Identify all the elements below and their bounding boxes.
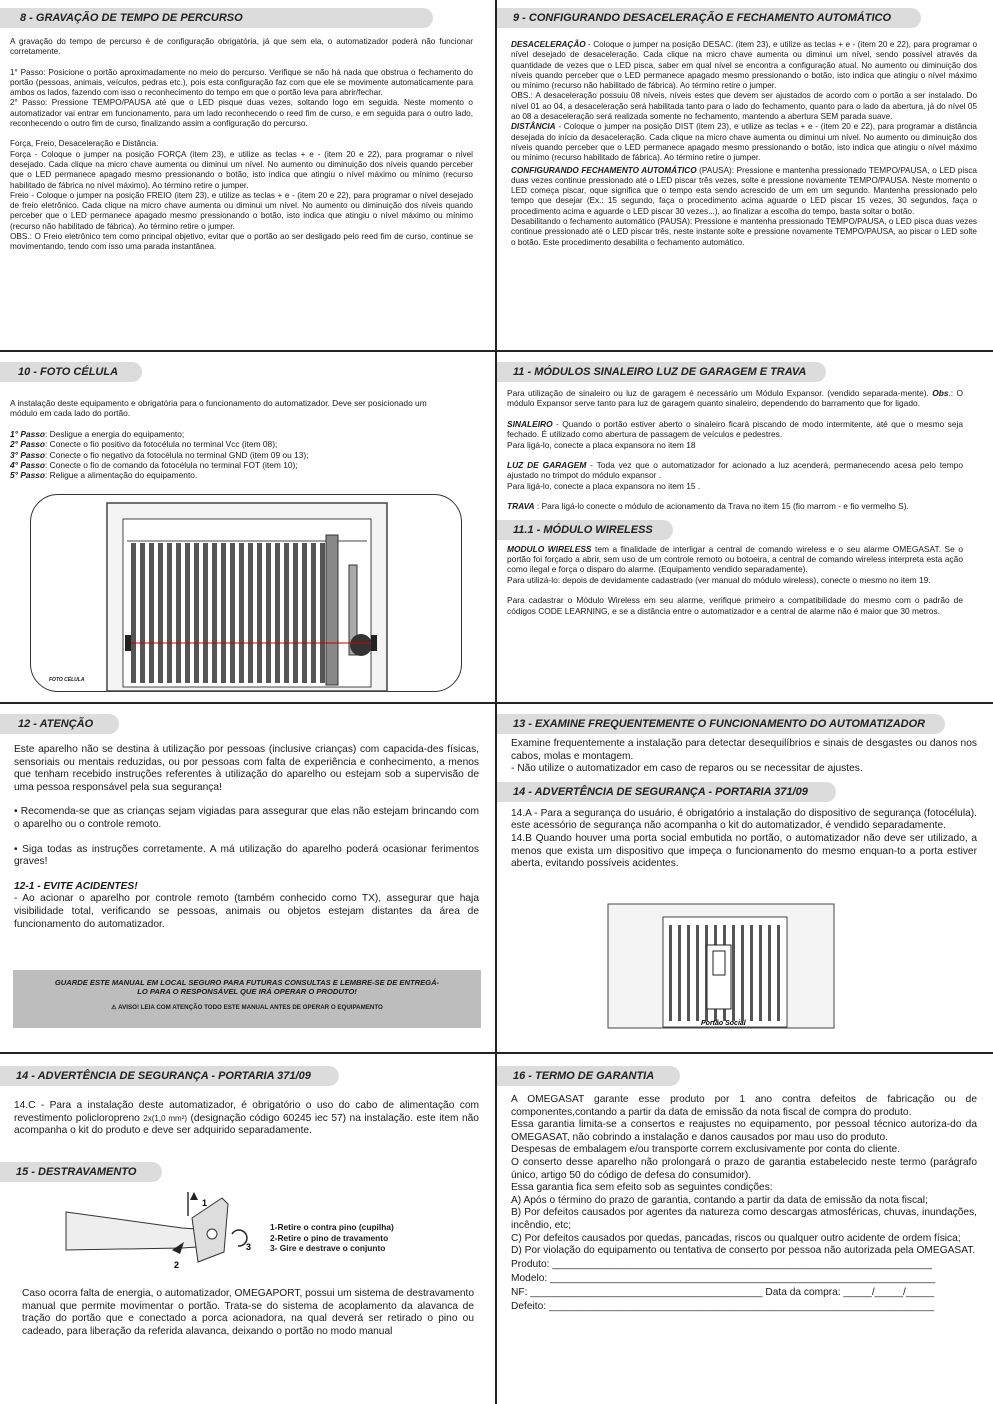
- text: - Toda vez que o automatizador for acionado a luz acenderá, permanecendo acesa pelo tempo ajustado no trimpot do módulo expansor .: [507, 460, 963, 481]
- paragraph: D) Por violação do equipamento ou tentativa de conserto por pessoa não autorizada pela OMEGASAT.: [511, 1245, 976, 1257]
- section-9-title: 9 - CONFIGURANDO DESACELERAÇÃO E FECHAMENTO AUTOMÁTICO: [497, 8, 921, 28]
- paragraph: [507, 388, 963, 409]
- paragraph: - Ao acionar o aparelho por controle remoto (também conhecido como TX), assegurar que haja visibilidade total, verificando se pessoas, animais ou objetos estejam distantes da área de funcionamento do automatizador.: [14, 893, 479, 930]
- paragraph: [511, 122, 977, 163]
- paragraph: [511, 166, 977, 217]
- section-10-title: 10 - FOTO CÉLULA: [0, 362, 142, 382]
- figure-label: Portão Social: [701, 1020, 746, 1027]
- paragraph: • Recomenda-se que as crianças sejam vigiadas para assegurar que elas não estejam brincando com o aparelho ou o controle remoto.: [14, 806, 479, 830]
- paragraph: 14.B Quando houver uma porta social embutida no portão, o automatizador não deve ser utilizado, a menos que exista um dispositivo que impeça o funcionamento do mesmo enquan-to a porta estiver aberta, evitando possíveis acidentes.: [511, 832, 977, 870]
- paragraph: Desabilitando o fechamento automático (PAUSA): Pressione e mantenha pressionado TEMPO/PAUSA, o LED pisca duas vezes continue pressionado até o LED piscar três, neste instante solte e pressione novamente TEMPO/PAUSA, ao piscar o LED solte o botão. Este procedimento desabilita o fechamento automático.: [511, 217, 977, 247]
- unlock-step: 2-Retire o pino de travamento: [270, 1232, 389, 1243]
- step-marker-2: 2: [174, 1260, 180, 1270]
- text: - Quando o portão estiver aberto o sinaleiro ficará piscando de modo intermitente, até que o mesmo seja fechado. É utilizado como abertura de passagem de veículos e pedestres.: [507, 418, 963, 440]
- text: - Coloque o jumper na posição DIST (item 23), e utilize as teclas + e - (item 20 e 22), para programar a distância desejada do início da desaceleração. Cada clique na micro chave aumenta ou diminui um nível. No aumento ou diminuição dos níveis quando perceber que o LED permanece apagado mesmo pressionando o botão, isto indica que atingiu o nível máximo ou mínimo (recurso habilitado de fábrica). Ao término retire o jumper.: [511, 122, 977, 163]
- paragraph: Força, Freio, Desaceleração e Distância.: [10, 139, 159, 149]
- step-text: : Conecte o fio positivo da fotocélula no terminal Vcc (item 08);: [45, 439, 278, 450]
- step-marker-1: 1: [202, 1198, 208, 1208]
- paragraph: Essa garantia limita-se a consertos e reajustes no equipamento, por pessoal técnico autoriza-do da OMEGASAT, não cobrindo a instalação e danos causados por mau uso do produto.: [511, 1119, 977, 1143]
- section-13-title: 13 - EXAMINE FREQUENTEMENTE O FUNCIONAMENTO DO AUTOMATIZADOR: [497, 714, 945, 734]
- text: (designação código 60245 iec 57) na instalação. este item não acompanha o kit do produto e deve ser adquirido separadamente.: [14, 1112, 479, 1137]
- step-item: [10, 450, 433, 460]
- term: MODULO WIRELESS: [507, 543, 592, 554]
- term: CONFIGURANDO FECHAMENTO AUTOMÁTICO: [511, 165, 697, 175]
- step-item: [10, 439, 433, 449]
- text: : Para ligá-lo conecte o módulo de acionamento da Trava no item 15 (fio marrom - e fio vermelho S).: [534, 501, 909, 512]
- step-text: : Religue a alimentação do equipamento.: [45, 470, 198, 481]
- unlock-step: 3- Gire e destrave o conjunto: [270, 1243, 386, 1253]
- warranty-form: [511, 1258, 977, 1314]
- step-item: [10, 470, 433, 480]
- paragraph: [507, 544, 963, 575]
- text: (PAUSA): Pressione e mantenha pressionado TEMPO/PAUSA, o LED pisca duas vezes continue pressionado até o LED piscar três vezes, solte e pressione novamente TEMPO/PAUSA. Neste momento o LED começa piscar, oque significa que o tempo esta sendo acrescido de um em um segundo. Mantenha pressionado pelo tempo que desejar (Ex.: 15 segundo, faça o procedimento acima aguarde o LED piscar 15 vezes, 30 segundos, faça o procedimento acima e aguarde o LED piscar 30 vezes...), ao finalizar a escolha do tempo, basta soltar o botão.: [511, 165, 977, 216]
- step-label: 4° Passo: [10, 460, 46, 471]
- text: tem a finalidade de interligar a central de comando wireless e o seu alarme OMEGASAT. Se o portão foi forçado a abrir, sem uso de um controle remoto ou botoeira, a central de comando wireless interpreta esta ação como ilegal e força o disparo do alarme. (Equipamento vendido separadamente).: [507, 543, 963, 575]
- paragraph: [507, 419, 963, 440]
- section-8-title: 8 - GRAVAÇÃO DE TEMPO DE PERCURSO: [0, 8, 433, 28]
- text: - Coloque o jumper na posição DESAC. (item 23), e utilize as teclas + e - (item 20 e 22), para programar o nível desejado de desaceleração. Cada clique na micro chave aumenta ou diminui um nível, sendo possível através da quantidade de vezes que o LED pisca, saber em qual nível se encontra a configuração atual. No aumento ou diminuição dos níveis quando perceber que o LED permanece apagado mesmo pressionando o botão, isto indica que atingiu o nível máximo ou mínimo (recurso não habilitado de fábrica). Ao término retire o jumper.: [511, 40, 977, 91]
- section-15-title: 15 - DESTRAVAMENTO: [0, 1162, 162, 1182]
- paragraph: OBS.: A desaceleração possuiu 08 níveis, níveis estes que devem ser ajustados de acordo com o portão a ser instalado. Do nível 01 ao 04, a desaceleração será habilitada tanto para o lado do fechamento, quanto para o lado da abertura, já do nível 05 ao 08 a desaceleração será realizada somente no fechamento, mantendo a abertura SEM parada suave.: [511, 91, 977, 122]
- paragraph: 2° Passo: Pressione TEMPO/PAUSA até que o LED pisque duas vezes, soltando logo em seguida. Neste momento o automatizador vai entrar em funcionamento, para um lado reconhecendo o reed fim de curso, e em seguida para o outro lado, reconhecendo o outro fim de curso, finalizando assim a configuração do percurso.: [10, 98, 473, 129]
- paragraph: Força - Coloque o jumper na posição FORÇA (item 23), e utilize as teclas + e - (item 20 e 22), para programar o nível desejado. Cada clique na micro chave aumenta ou diminui um nível. No aumento ou diminuição dos níveis quando perceber que o LED permanece apagado mesmo pressionando o botão, isto indica que atingiu o nível máximo ou mínimo (recurso habilitado de fábrica no nível máximo). Ao término retire o jumper.: [10, 149, 473, 190]
- paragraph: - Não utilize o automatizador em caso de reparos ou se necessitar de ajustes.: [511, 763, 863, 775]
- figure-label: FOTO CÉLULA: [49, 677, 85, 683]
- paragraph: Para utilizá-lo: depois de devidamente cadastrado (ver manual do módulo wireless), conecte o mesmo no item 19.: [507, 574, 931, 585]
- paragraph: C) Por defeitos causados por quedas, pancadas, riscos ou qualquer outro acidente de ordem física;: [511, 1232, 961, 1244]
- term: SINALEIRO: [507, 418, 553, 429]
- paragraph: [507, 501, 963, 511]
- term: DESACELERAÇÃO: [511, 40, 586, 49]
- paragraph: Este aparelho não se destina à utilização por pessoas (inclusive crianças) com capacida-des físicas, sensoriais ou mentais reduzidas, ou por pessoas com falta de experiência e conhecimento, a menos que tenham recebido instruções referentes à utilização do aparelho ou estejam sob a supervisão de uma pessoa responsável pela sua segurança!: [14, 744, 479, 793]
- paragraph: [511, 40, 977, 91]
- unlock-step: 1-Retire o contra pino (cupilha): [270, 1222, 394, 1232]
- paragraph: Para ligá-lo, conecte a placa expansora no item 15 .: [507, 480, 701, 491]
- section-16: [497, 1054, 993, 1404]
- warning-notice: [13, 1004, 481, 1011]
- step-text: : Desligue a energia do equipamento;: [45, 428, 185, 439]
- paragraph: B) Por defeitos causados por agentes da natureza como descargas atmosféricas, chuvas, inundações, incêndio, etc;: [511, 1207, 977, 1231]
- section-14c-title: 14 - ADVERTÊNCIA DE SEGURANÇA - PORTARIA 371/09: [0, 1066, 339, 1086]
- paragraph: [14, 1100, 479, 1138]
- unlock-steps: [270, 1222, 394, 1254]
- step-text: : Conecte o fio de comando da fotocélula no terminal FOT (item 10);: [45, 460, 298, 471]
- section-14c: [0, 1054, 493, 1154]
- paragraph: OBS.: O Freio eletrônico tem como principal objetivo, evitar que o portão ao ser desligado pelo reed fim de curso, continue se movimentando, tendo com isso uma parada instantânea.: [10, 232, 473, 252]
- paragraph: Caso ocorra falta de energia, o automatizador, OMEGAPORT, possui um sistema de destravamento manual que permite movimentar o portão. Trata-se do sistema de acoplamento da alavanca de tração do portão que e conectado a porca acionadora, na qual deverá ser retirado o pino ou cadeado, para liberação da referida alavanca, deixando o portão no modo manual: [22, 1288, 474, 1337]
- cable-spec: 2x(1,0 mm²): [143, 1113, 188, 1123]
- social-gate-figure: [607, 903, 835, 1029]
- section-16-title: 16 - TERMO DE GARANTIA: [497, 1066, 680, 1086]
- paragraph: Freio - Coloque o jumper na posição FREIO (item 23), e utilize as teclas + e - (item 20 e 22), para programar o nível desejado de freio eletrônico. Cada clique na micro chave aumenta ou diminui um nível. No aumento ou diminuição dos níveis quando perceber que o LED permanece apagado mesmo pressionando o botão, isto indica que atingiu o nível máximo ou mínimo (recurso não habilitado de fábrica). Ao término retire o jumper.: [10, 190, 473, 231]
- term: DISTÂNCIA: [511, 122, 556, 132]
- photocell-figure: [30, 494, 462, 692]
- paragraph: 1° Passo: Posicione o portão aproximadamente no meio do percurso. Verifique se não há nada que obstrua o fechamento do portão (pessoas, animais, veículos, pedras etc.), pois esta configuração faz com que ele se movimente automaticamente para ambos os lados, fazendo com isso o reconhecimento do tempo em que o portão leva para abrir/fechar.: [10, 67, 473, 98]
- step-item: [10, 460, 433, 470]
- term: TRAVA: [507, 501, 535, 512]
- section-14-title: 14 - ADVERTÊNCIA DE SEGURANÇA - PORTARIA 371/09: [497, 782, 836, 802]
- step-label: 2° Passo: [10, 439, 46, 450]
- product-field[interactable]: Produto: ___________________________________________________________________: [511, 1258, 932, 1270]
- section-9: [497, 0, 993, 350]
- steps-list: [10, 429, 433, 481]
- warning-icon: ⚠: [111, 1004, 119, 1011]
- section-12-title: 12 - ATENÇÃO: [0, 714, 119, 734]
- paragraph: A gravação do tempo de percurso é de configuração obrigatória, já que sem ela, o automatizador poderá não funcionar corretamente.: [10, 37, 473, 57]
- term: LUZ DE GARAGEM: [507, 460, 587, 471]
- defect-field[interactable]: Defeito: ____________________________________________________________________: [511, 1300, 935, 1312]
- step-label: 1° Passo: [10, 428, 46, 439]
- section-11-title: 11 - MÓDULOS SINALEIRO LUZ DE GARAGEM E TRAVA: [497, 362, 826, 382]
- paragraph: [507, 460, 963, 481]
- text: 14.C - Para a instalação deste automatizador, é obrigatório o uso do cabo de alimentação com revestimento policloropreno: [14, 1100, 479, 1124]
- paragraph: Para ligá-lo, conecte a placa expansora no item 18: [507, 439, 696, 450]
- paragraph: A instalação deste equipamento e obrigatória para o funcionamento do automatizador. Deve ser posicionado um módulo em cada lado do portão.: [10, 398, 427, 419]
- section-11: [497, 352, 993, 702]
- step-text: : Conecte o fio negativo da fotocélula no terminal GND (item 09 ou 13);: [45, 449, 309, 460]
- paragraph: • Siga todas as instruções corretamente. A má utilização do aparelho poderá ocasionar ferimentos graves!: [14, 843, 479, 868]
- paragraph: Para cadastrar o Módulo Wireless em seu alarme, verifique primeiro a compatibilidade do mesmo com o padrão de códigos CODE LEARNING, e se a distância entre o automatizador e a central de alarme não é maior que 30 metros.: [507, 595, 963, 616]
- paragraph: A OMEGASAT garante esse produto por 1 ano contra defeitos de fabricação ou de componentes,contando a partir da data de emissão da nota fiscal de compra do produto.: [511, 1094, 977, 1118]
- text: .: O módulo Expansor serve tanto para luz de garagem quanto sinaleiro, dependendo do barramento que for ligado.: [507, 388, 963, 409]
- gate-illustration: [31, 495, 463, 693]
- step-marker-3: 3: [246, 1242, 252, 1252]
- warning-box: [13, 970, 481, 1028]
- paragraph: Essa garantia fica sem efeito sob as seguintes condições:: [511, 1182, 773, 1194]
- paragraph: Despesas de embalagem e/ou transporte correm exclusivamente por conta do cliente.: [511, 1144, 901, 1156]
- photocell-right-icon: [371, 635, 377, 651]
- section-15-body: [22, 1288, 474, 1338]
- model-field[interactable]: Modelo: ____________________________________________________________________: [511, 1272, 936, 1284]
- paragraph: 14.A - Para a segurança do usuário, é obrigatório a instalação do dispositivo de segurança (fotocélula). este acessório de segurança não acompanha o kit do automatizador, é vendido separadamente.: [511, 807, 977, 832]
- step-label: 5° Passo: [10, 470, 46, 481]
- subtitle: 12-1 - EVITE ACIDENTES!: [14, 880, 138, 892]
- text: Para utilização de sinaleiro ou luz de garagem é necessário um Módulo Expansor. (vendido separada-mente).: [507, 388, 933, 398]
- warning-text: GUARDE ESTE MANUAL EM LOCAL SEGURO PARA FUTURAS CONSULTAS E LEMBRE-SE DE ENTREGÁ- LO PARA O RESPONSÁVEL QUE IRÁ OPERAR O PRODUTO!: [54, 978, 440, 996]
- paragraph: Examine frequentemente a instalação para detectar desequilíbrios e sinais de desgastes ou danos nos cabos, molas e montagem.: [511, 738, 977, 762]
- warning-notice-text: AVISO! LEIA COM ATENÇÃO TODO ESTE MANUAL ANTES DE OPERAR O EQUIPAMENTO: [118, 1004, 383, 1011]
- term: Obs: [932, 388, 949, 398]
- section-8: [0, 0, 493, 350]
- invoice-date-field[interactable]: NF: _________________________________________ Data da compra: _____/_____/_____: [511, 1286, 935, 1298]
- section-11-1-title: 11.1 - MÓDULO WIRELESS: [497, 520, 673, 540]
- photocell-left-icon: [125, 635, 131, 651]
- unlock-illustration: [62, 1190, 262, 1270]
- step-item: [10, 429, 433, 439]
- step-label: 3° Passo: [10, 449, 46, 460]
- paragraph: O conserto desse aparelho não prolongará o prazo de garantia estabelecido neste termo (parágrafo único, artigo 50 do código de defesa do consumidor).: [511, 1156, 977, 1181]
- paragraph: A) Após o término do prazo de garantia, contando a partir da data de emissão da nota fiscal;: [511, 1194, 928, 1206]
